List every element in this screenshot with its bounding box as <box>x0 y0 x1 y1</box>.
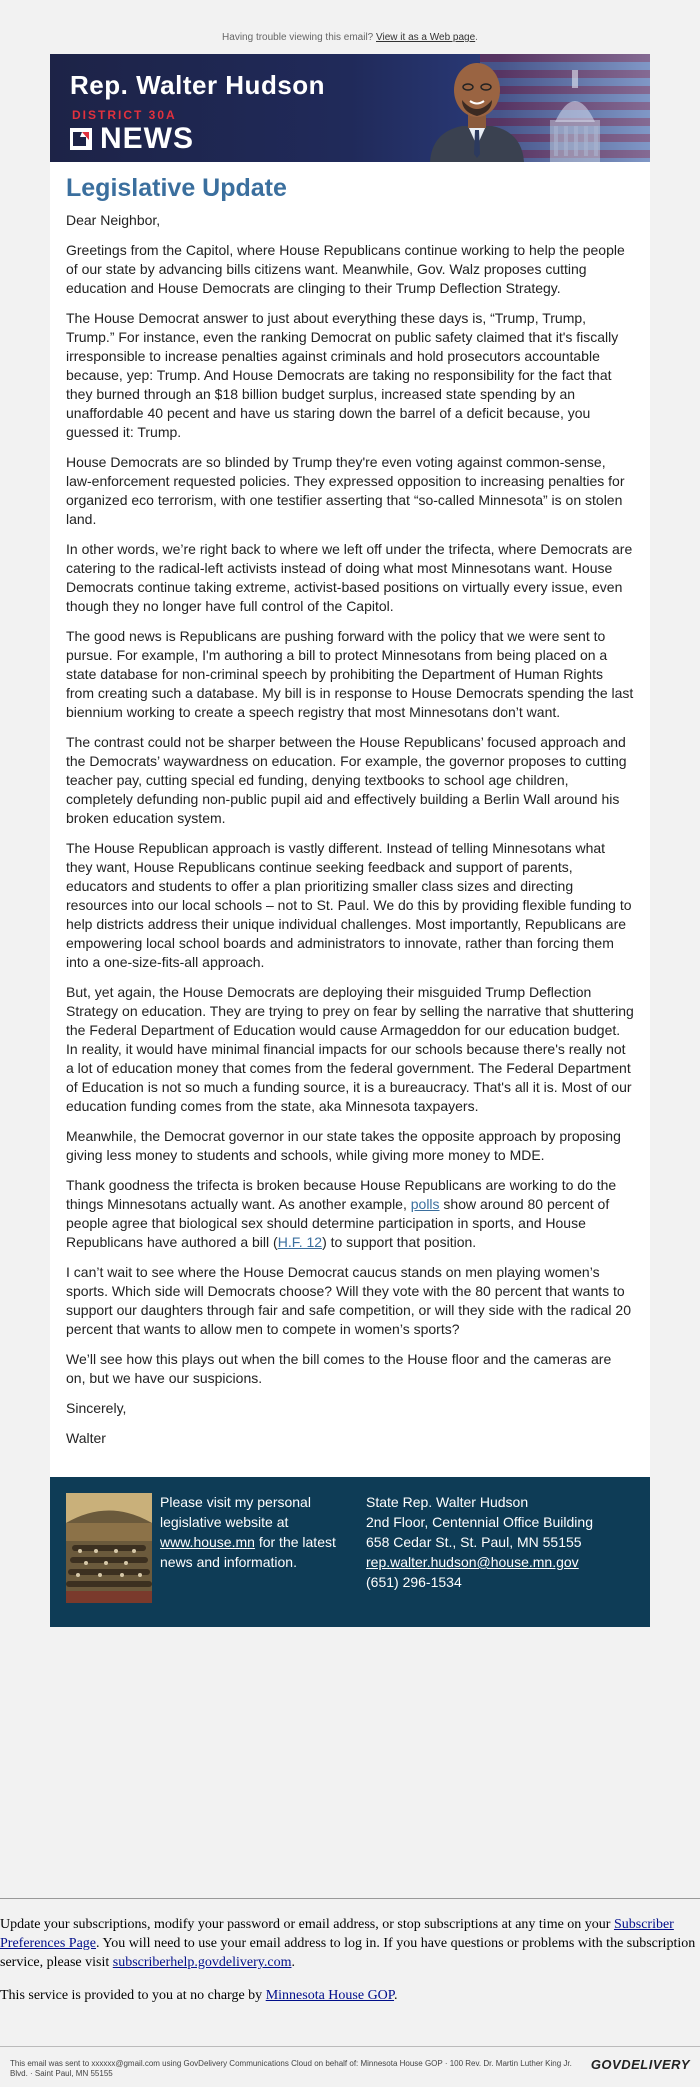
polls-text-after: ) to support that position. <box>322 1234 477 1250</box>
polls-paragraph <box>66 1176 634 1252</box>
polls-text-middle: show around 80 percent of people agree that biological sex should determine participation in sports, and House Republicans have authored a bill ( <box>66 1196 610 1250</box>
subscription-notice <box>0 1898 700 2019</box>
header-banner <box>50 54 650 162</box>
minnesota-house-logo-icon <box>70 128 92 150</box>
paragraph: We’ll see how this plays out when the bill comes to the House floor and the cameras are on, but we have our suspicions. <box>66 1351 612 1386</box>
contact-footer <box>50 1477 650 1627</box>
house-chamber-photo <box>66 1493 152 1603</box>
representative-name: Rep. Walter Hudson <box>70 70 326 100</box>
paragraph: Greetings from the Capitol, where House Republicans continue working to help the people of our state by advancing bills citizens want. Meanwhile, Gov. Walz proposes cutting education and House Democrats are clinging to their Trump Deflection Strategy. <box>66 242 625 296</box>
trouble-viewing-text: Having trouble viewing this email? <box>222 32 374 43</box>
trouble-viewing-notice: Having trouble viewing this email? View it as a Web page. <box>222 32 478 43</box>
govdelivery-logo: GOVDELIVERY <box>590 2057 690 2072</box>
bill-hf12-link[interactable]: H.F. 12 <box>277 1234 323 1250</box>
email-link[interactable]: rep.walter.hudson@house.mn.gov <box>366 1554 579 1570</box>
subscriber-help-link[interactable]: subscriberhelp.govdelivery.com <box>112 1955 292 1970</box>
polls-text-before: Thank goodness the trifecta is broken because House Republicans are working to do the things Minnesotans actually want. As another example, <box>66 1177 617 1212</box>
website-invitation: Please visit my personal legislative website at www.house.mn for the latest news and information. <box>160 1494 336 1570</box>
phone-number: (651) 296-1534 <box>366 1574 462 1590</box>
paragraph: House Democrats are so blinded by Trump they're even voting against common-sense, law-enforcement requested policies. They expressed opposition to increasing penalties for organized eco terrorism, with one testifier asserting that “so-called Minnesota” is on stolen land. <box>66 454 625 527</box>
representative-portrait <box>422 56 532 162</box>
subscriber-preferences-link[interactable]: Subscriber Preferences Page <box>0 1917 674 1951</box>
house-website-link[interactable]: www.house.mn <box>160 1534 255 1550</box>
closing: Sincerely, <box>66 1400 127 1416</box>
paragraph: I can’t wait to see where the House Democrat caucus stands on men playing women’s sports. Which side will Democrats choose? Will they vote with the 80 percent that wants to support our daughters through fair and safe competition, or will they side with the radical 20 percent that wants to allow men to compete in women’s sports? <box>66 1264 631 1337</box>
paragraph: The House Republican approach is vastly different. Instead of telling Minnesotans what they want, House Republicans continue seeking feedback and support of parents, educators and students to offer a plan prioritizing smaller class sizes and directing resources into our local schools – not to St. Paul. We do this by providing flexible funding to help districts address their unique individual challenges. Most importantly, Republicans are empowering local school boards and administrators to innovate, rather than forcing them into a one-size-fits-all approach. <box>66 840 632 970</box>
view-as-webpage-link[interactable]: View it as a Web page <box>376 32 476 43</box>
signature: Walter <box>66 1430 106 1446</box>
address-line-building: 2nd Floor, Centennial Office Building <box>366 1514 593 1530</box>
paragraph: But, yet again, the House Democrats are deploying their misguided Trump Deflection Strategy on education. They are trying to prey on fear by selling the narrative that shuttering the Federal Department of Education would cause Armageddon for our education budget. In reality, it would have minimal financial impacts for our schools because there's really not a lot of education money that comes from the federal government. The Federal Department of Education is not so much a funding source, it is a bureaucracy. That's all it is. Most of our education funding comes from the state, aka Minnesota taxpayers. <box>66 984 634 1114</box>
office-address <box>366 1492 636 1592</box>
paragraph: The good news is Republicans are pushing forward with the policy that we were sent to pursue. For example, I'm authoring a bill to protect Minnesotans from being placed on a state database for non-criminal speech by prohibiting the Department of Human Rights from creating such a database. My bill is in response to House Democrats spending the last biennium working to create a speech registry that most Minnesotans don’t want. <box>66 628 634 720</box>
address-line-street: 658 Cedar St., St. Paul, MN 55155 <box>366 1534 582 1550</box>
service-provider-text: This service is provided to you at no charge by Minnesota House GOP. <box>0 1988 398 2003</box>
paragraph: In other words, we’re right back to where we left off under the trifecta, where Democrats are catering to the radical-left activists instead of doing what most Minnesotans want. House Democrats continue taking extreme, activist-based positions on virtually every issue, even though they no longer have full control of the Capitol. <box>66 541 633 614</box>
polls-link[interactable]: polls <box>410 1196 440 1212</box>
sent-to-notice: This email was sent to xxxxxx@gmail.com using GovDelivery Communications Cloud on behalf of: Minnesota House GOP · 100 Rev. Dr. Martin Luther King Jr. Blvd. · Saint Paul, MN 55155 <box>10 2059 572 2078</box>
salutation: Dear Neighbor, <box>66 212 161 228</box>
address-line-name: State Rep. Walter Hudson <box>366 1494 529 1510</box>
paragraph: The contrast could not be sharper between the House Republicans’ focused approach and the Democrats’ waywardness on education. For example, the governor proposes to cutting teacher pay, cutting special ed funding, denying textbooks to school age children, completely defunding non-public pupil aid and effectively building a Berlin Wall around his broken education system. <box>66 734 627 826</box>
page-title: Legislative Update <box>66 174 287 202</box>
subscription-text: Update your subscriptions, modify your password or email address, or stop subscriptions at any time on your Subscriber Preferences Page. You will need to use your email address to log in. If you have questions or problems with the subscription service, please visit subscriberhelp.govdelivery.com. <box>0 1917 696 1970</box>
paragraph: Meanwhile, the Democrat governor in our state takes the opposite approach by proposing giving less money to students and schools, while giving more money to MDE. <box>66 1128 621 1163</box>
paragraph: The House Democrat answer to just about everything these days is, “Trump, Trump, Trump.” For instance, even the ranking Democrat on public safety claimed that it's fiscally irresponsible to increase penalties against criminals and hold prosecutors accountable because, yep: Trump. And House Democrats are taking no responsibility for the fact that they burned through an $18 billion budget surplus, increased state spending by an unaffordable 40 pecent and have us staring down the barrel of a deficit because, you guessed it: Trump. <box>66 310 619 440</box>
email-card <box>50 54 650 1627</box>
district-label: DISTRICT 30A <box>72 108 177 122</box>
minnesota-house-gop-link[interactable]: Minnesota House GOP <box>265 1988 395 2003</box>
news-label: NEWS <box>100 122 194 155</box>
letter-body <box>50 162 650 1477</box>
bottom-bar <box>0 2046 700 2087</box>
capitol-dome-graphic <box>530 60 620 162</box>
